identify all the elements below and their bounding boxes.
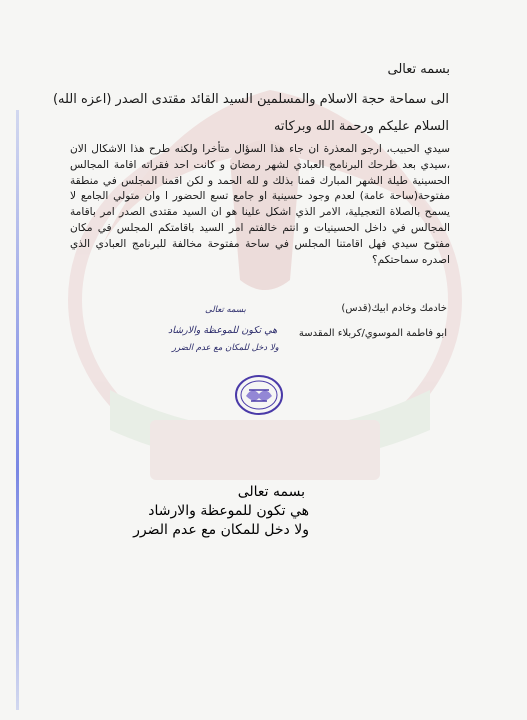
office-seal — [234, 374, 284, 416]
reply-bismillah: بسمه تعالى — [237, 484, 305, 500]
greeting-line: السلام عليكم ورحمة الله وبركاته — [273, 119, 449, 134]
addressee-line: الى سماحة حجة الاسلام والمسلمين السيد القائد مقتدى الصدر (اعزه الله) — [52, 92, 449, 107]
reply-line2: ولا دخل للمكان مع عدم الضرر — [133, 522, 309, 538]
reply-line1: هي تكون للموعظة والارشاد — [148, 503, 309, 519]
handwritten-bismillah: بسمه تعالى — [205, 305, 246, 315]
bismillah-heading: بسمه تعالى — [387, 62, 450, 77]
closing-servant: خادمك وخادم ابيك(قدس) — [341, 303, 447, 314]
handwritten-answer-line1: هي تكون للموعظة والارشاد — [168, 325, 278, 336]
letter-body: سيدي الحبيب، ارجو المعذرة ان جاء هذا السؤال متأخرا ولكنه طرح هذا الاشكال الان ،سيدي بعد طرحك البرنامج العبادي لشهر رمضان و كانت احد فقراته اقامة المجالس الحسينية طيلة الشهر المبارك قمنا بذلك و لله الحمد و لكن اقمنا المجلس في منطقة مفتوحة(ساحة عامة) لعدم وجود حسينية او جامع تسع الحضور ا وان متولي الجامع لا يسمح بالصلاة التعجيلية، الامر الذي اشكل علينا هو ان السيد مقتدى الصدر امر باقامة المجالس في داخل الحسينيات و انتم خالفتم امر السيد باقامتكم المجلس في مكان مفتوح سيدي فهل اقامتنا المجلس في ساحة مفتوحة مخالفة للبرنامج العبادي الذي اصدره سماحتكم؟ — [70, 143, 450, 266]
handwritten-answer-line2: ولا دخل للمكان مع عدم الضرر — [172, 343, 279, 353]
closing-signature: ابو فاطمة الموسوي/كربلاء المقدسة — [298, 328, 447, 339]
scan-edge-line — [16, 110, 19, 710]
